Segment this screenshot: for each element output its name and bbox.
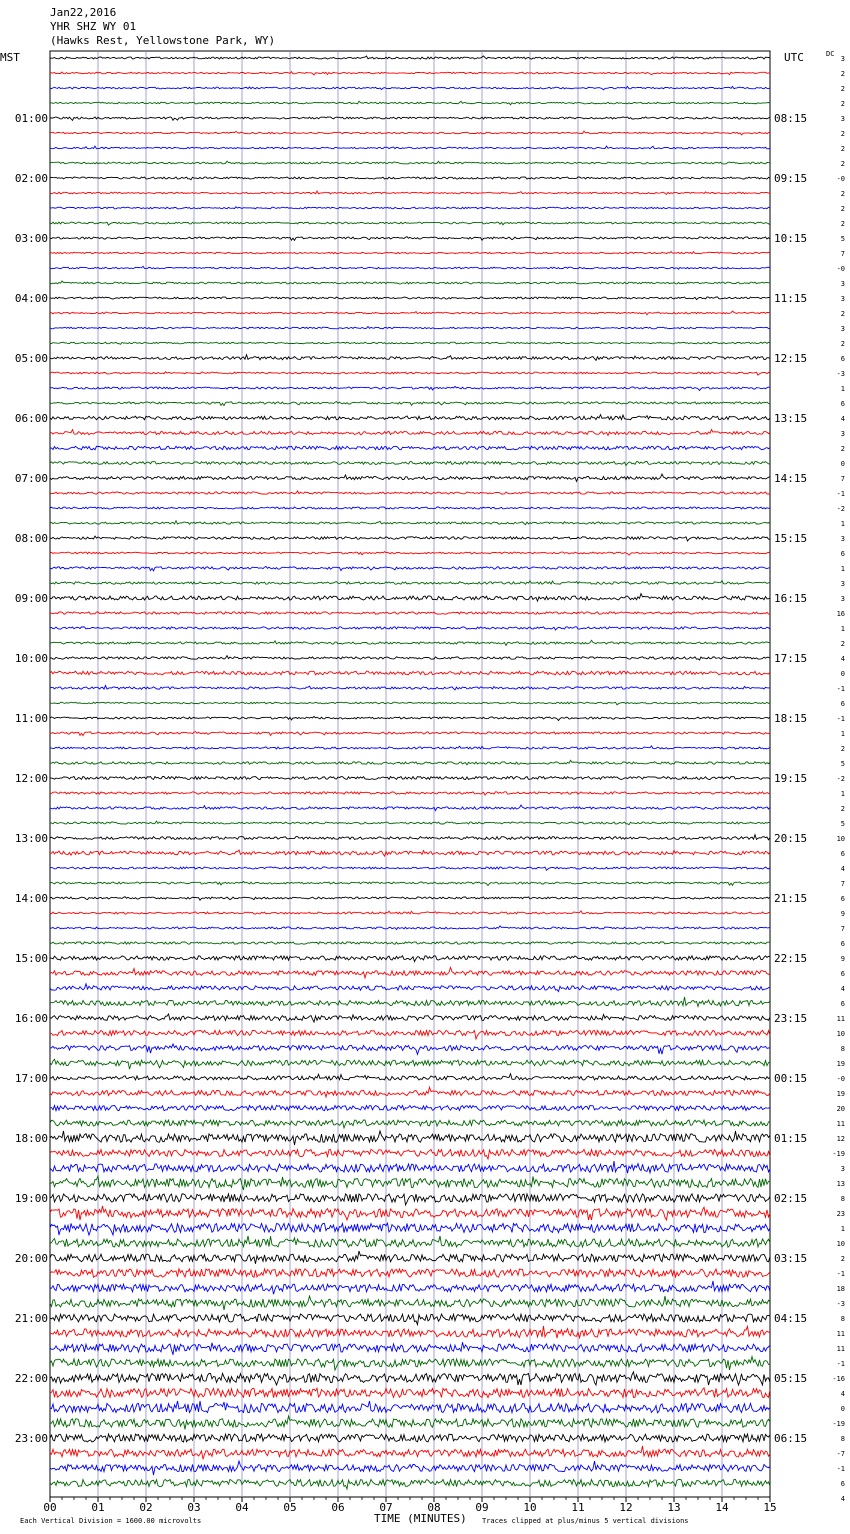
trace-49 bbox=[50, 792, 770, 795]
dc-offset-value: 6 bbox=[840, 970, 845, 978]
dc-offset-value: 5 bbox=[840, 235, 845, 243]
mst-hour-label: 03:00 bbox=[14, 232, 48, 245]
dc-offset-value: 4 bbox=[840, 415, 845, 423]
dc-offset-value: 6 bbox=[840, 850, 845, 858]
dc-offset-value: 6 bbox=[840, 940, 845, 948]
dc-offset-value: 3 bbox=[840, 1165, 845, 1173]
dc-offset-value: 9 bbox=[840, 955, 845, 963]
dc-offset-value: 2 bbox=[840, 205, 845, 213]
trace-79 bbox=[50, 1236, 770, 1247]
dc-offset-value: 2 bbox=[840, 85, 845, 93]
dc-offset-value: 0 bbox=[840, 670, 845, 678]
dc-offset-value: -1 bbox=[836, 715, 845, 723]
dc-offset-value: 1 bbox=[840, 625, 845, 633]
trace-17 bbox=[50, 311, 770, 315]
trace-55 bbox=[50, 881, 770, 885]
dc-offset-value: 3 bbox=[840, 115, 845, 123]
x-tick-label: 11 bbox=[571, 1501, 585, 1514]
mst-hour-label: 07:00 bbox=[14, 472, 48, 485]
trace-14 bbox=[50, 266, 770, 269]
dc-offset-value: 6 bbox=[840, 355, 845, 363]
title-date: Jan22,2016 bbox=[50, 6, 117, 19]
trace-71 bbox=[50, 1120, 770, 1128]
trace-87 bbox=[50, 1357, 770, 1370]
dc-offset-value: -19 bbox=[832, 1150, 845, 1158]
left-axis-label: MST bbox=[0, 51, 20, 64]
dc-offset-value: 2 bbox=[840, 340, 845, 348]
dc-offset-value: 4 bbox=[840, 655, 845, 663]
x-tick-label: 14 bbox=[715, 1501, 729, 1514]
x-tick-label: 02 bbox=[139, 1501, 153, 1514]
mst-hour-label: 02:00 bbox=[14, 172, 48, 185]
trace-78 bbox=[50, 1223, 770, 1235]
trace-8 bbox=[50, 177, 770, 180]
trace-95 bbox=[50, 1479, 770, 1489]
trace-11 bbox=[50, 222, 770, 226]
trace-9 bbox=[50, 191, 770, 194]
trace-6 bbox=[50, 146, 770, 149]
trace-64 bbox=[50, 1014, 770, 1022]
dc-offset-value: 2 bbox=[840, 445, 845, 453]
utc-hour-label: 06:15 bbox=[774, 1432, 808, 1445]
dc-offset-value: 5 bbox=[840, 760, 845, 768]
x-tick-label: 04 bbox=[235, 1501, 249, 1514]
x-tick-label: 08 bbox=[427, 1501, 441, 1514]
mst-hour-label: 15:00 bbox=[14, 952, 48, 965]
right-axis-label: UTC bbox=[784, 51, 804, 64]
dc-offset-value: 6 bbox=[840, 895, 845, 903]
dc-offset-value: -0 bbox=[836, 265, 845, 273]
utc-hour-label: 14:15 bbox=[774, 472, 808, 485]
dc-offset-value: -0 bbox=[836, 175, 845, 183]
clip-note: Traces clipped at plus/minus 5 vertical divisions bbox=[482, 1517, 689, 1525]
dc-offset-value: 9 bbox=[840, 910, 845, 918]
dc-offset-value: 1 bbox=[840, 790, 845, 798]
trace-32 bbox=[50, 536, 770, 541]
x-tick-label: 12 bbox=[619, 1501, 633, 1514]
utc-hour-label: 15:15 bbox=[774, 532, 808, 545]
utc-hour-label: 09:15 bbox=[774, 172, 808, 185]
utc-hour-label: 05:15 bbox=[774, 1372, 808, 1385]
dc-offset-value: 19 bbox=[836, 1060, 845, 1068]
mst-hour-label: 14:00 bbox=[14, 892, 48, 905]
dc-offset-value: 12 bbox=[836, 1135, 845, 1143]
dc-offset-value: 2 bbox=[840, 310, 845, 318]
trace-88 bbox=[50, 1372, 770, 1385]
dc-offset-value: -1 bbox=[836, 490, 845, 498]
title-station: YHR SHZ WY 01 bbox=[50, 20, 137, 33]
trace-30 bbox=[50, 507, 770, 509]
trace-33 bbox=[50, 552, 770, 556]
x-tick-label: 13 bbox=[667, 1501, 681, 1514]
dc-offset-value: 3 bbox=[840, 280, 845, 288]
dc-offset-value: 6 bbox=[840, 1000, 845, 1008]
dc-offset-value: 2 bbox=[840, 190, 845, 198]
trace-40 bbox=[50, 656, 770, 660]
dc-offset-value: 11 bbox=[836, 1120, 845, 1128]
dc-offset-value: -7 bbox=[836, 1450, 845, 1458]
utc-hour-label: 16:15 bbox=[774, 592, 808, 605]
dc-offset-value: 6 bbox=[840, 1480, 845, 1488]
x-tick-label: 00 bbox=[43, 1501, 57, 1514]
dc-offset-value: 6 bbox=[840, 550, 845, 558]
trace-89 bbox=[50, 1388, 770, 1398]
dc-offset-value: 11 bbox=[836, 1330, 845, 1338]
dc-offset-value: 1 bbox=[840, 1225, 845, 1233]
trace-10 bbox=[50, 207, 770, 209]
utc-hour-label: 20:15 bbox=[774, 832, 808, 845]
utc-hour-label: 08:15 bbox=[774, 112, 808, 125]
mst-hour-label: 16:00 bbox=[14, 1012, 48, 1025]
dc-offset-value: 0 bbox=[840, 1405, 845, 1413]
trace-48 bbox=[50, 777, 770, 780]
dc-offset-value: 1 bbox=[840, 385, 845, 393]
trace-57 bbox=[50, 911, 770, 914]
trace-81 bbox=[50, 1269, 770, 1277]
trace-20 bbox=[50, 355, 770, 361]
dc-offset-value: 6 bbox=[840, 400, 845, 408]
mst-hour-label: 12:00 bbox=[14, 772, 48, 785]
dc-offset-value: 2 bbox=[840, 805, 845, 813]
trace-69 bbox=[50, 1087, 770, 1097]
dc-offset-value: 20 bbox=[836, 1105, 845, 1113]
utc-hour-label: 18:15 bbox=[774, 712, 808, 725]
dc-offset-value: 19 bbox=[836, 1090, 845, 1098]
dc-offset-value: -19 bbox=[832, 1420, 845, 1428]
utc-hour-label: 04:15 bbox=[774, 1312, 808, 1325]
mst-hour-label: 09:00 bbox=[14, 592, 48, 605]
x-tick-label: 07 bbox=[379, 1501, 393, 1514]
dc-offset-value: -3 bbox=[836, 1300, 845, 1308]
dc-offset-value: -1 bbox=[836, 685, 845, 693]
dc-offset-value: 8 bbox=[840, 1435, 845, 1443]
x-tick-label: 15 bbox=[763, 1501, 777, 1514]
utc-hour-label: 22:15 bbox=[774, 952, 808, 965]
dc-offset-value: 2 bbox=[840, 160, 845, 168]
trace-52 bbox=[50, 835, 770, 840]
trace-2 bbox=[50, 86, 770, 90]
dc-offset-value: 0 bbox=[840, 460, 845, 468]
mst-hour-label: 04:00 bbox=[14, 292, 48, 305]
trace-80 bbox=[50, 1251, 770, 1264]
dc-offset-value: 3 bbox=[840, 55, 845, 63]
dc-offset-value: 1 bbox=[840, 520, 845, 528]
title-location: (Hawks Rest, Yellowstone Park, WY) bbox=[50, 34, 276, 47]
trace-16 bbox=[50, 297, 770, 300]
dc-offset-value: 11 bbox=[836, 1345, 845, 1353]
dc-offset-value: 3 bbox=[840, 595, 845, 603]
vertical-scale-note: Each Vertical Division = 1600.00 microvolts bbox=[20, 1517, 202, 1525]
trace-21 bbox=[50, 372, 770, 375]
x-tick-label: 05 bbox=[283, 1501, 297, 1514]
trace-72 bbox=[50, 1131, 770, 1145]
trace-61 bbox=[50, 967, 770, 978]
dc-offset-value: 11 bbox=[836, 1015, 845, 1023]
trace-37 bbox=[50, 612, 770, 614]
utc-hour-label: 10:15 bbox=[774, 232, 808, 245]
dc-offset-value: 3 bbox=[840, 580, 845, 588]
mst-hour-label: 10:00 bbox=[14, 652, 48, 665]
trace-70 bbox=[50, 1105, 770, 1110]
utc-hour-label: 03:15 bbox=[774, 1252, 808, 1265]
mst-hour-label: 19:00 bbox=[14, 1192, 48, 1205]
x-tick-label: 10 bbox=[523, 1501, 537, 1514]
trace-74 bbox=[50, 1161, 770, 1173]
trace-65 bbox=[50, 1030, 770, 1039]
trace-22 bbox=[50, 386, 770, 390]
x-axis-label: TIME (MINUTES) bbox=[374, 1512, 467, 1525]
dc-offset-value: 16 bbox=[836, 610, 845, 618]
dc-offset-value: 2 bbox=[840, 130, 845, 138]
dc-offset-value: 4 bbox=[840, 985, 845, 993]
dc-offset-value: 4 bbox=[840, 1495, 845, 1503]
dc-offset-value: 3 bbox=[840, 295, 845, 303]
trace-45 bbox=[50, 732, 770, 736]
dc-offset-value: 2 bbox=[840, 70, 845, 78]
dc-offset-value: 10 bbox=[836, 1030, 845, 1038]
dc-offset-value: 13 bbox=[836, 1180, 845, 1188]
trace-28 bbox=[50, 474, 770, 481]
dc-offset-value: 2 bbox=[840, 100, 845, 108]
dc-offset-value: -2 bbox=[836, 505, 845, 513]
dc-offset-value: 18 bbox=[836, 1285, 845, 1293]
dc-offset-value: 8 bbox=[840, 1195, 845, 1203]
trace-5 bbox=[50, 131, 770, 135]
dc-offset-value: 1 bbox=[840, 730, 845, 738]
dc-offset-value: -1 bbox=[836, 1270, 845, 1278]
trace-60 bbox=[50, 956, 770, 962]
dc-offset-value: 7 bbox=[840, 475, 845, 483]
trace-39 bbox=[50, 640, 770, 645]
trace-7 bbox=[50, 161, 770, 164]
trace-73 bbox=[50, 1149, 770, 1159]
dc-offset-value: -3 bbox=[836, 370, 845, 378]
trace-24 bbox=[50, 415, 770, 420]
dc-offset-value: 1 bbox=[840, 565, 845, 573]
dc-offset-value: -0 bbox=[836, 1075, 845, 1083]
trace-50 bbox=[50, 805, 770, 811]
utc-hour-label: 11:15 bbox=[774, 292, 808, 305]
utc-hour-label: 02:15 bbox=[774, 1192, 808, 1205]
dc-label: DC bbox=[826, 50, 835, 58]
dc-offset-value: 7 bbox=[840, 925, 845, 933]
trace-42 bbox=[50, 685, 770, 690]
dc-offset-value: 2 bbox=[840, 1255, 845, 1263]
trace-44 bbox=[50, 716, 770, 720]
dc-offset-value: 3 bbox=[840, 325, 845, 333]
trace-58 bbox=[50, 926, 770, 930]
trace-63 bbox=[50, 997, 770, 1007]
mst-hour-label: 22:00 bbox=[14, 1372, 48, 1385]
dc-offset-value: 5 bbox=[840, 820, 845, 828]
dc-offset-value: 8 bbox=[840, 1315, 845, 1323]
trace-93 bbox=[50, 1446, 770, 1459]
trace-4 bbox=[50, 117, 770, 121]
dc-offset-value: -16 bbox=[832, 1375, 845, 1383]
dc-offset-value: 4 bbox=[840, 1390, 845, 1398]
dc-offset-value: 3 bbox=[840, 430, 845, 438]
trace-31 bbox=[50, 521, 770, 525]
dc-offset-value: -1 bbox=[836, 1465, 845, 1473]
utc-hour-label: 21:15 bbox=[774, 892, 808, 905]
trace-82 bbox=[50, 1281, 770, 1294]
trace-0 bbox=[50, 56, 770, 59]
mst-hour-label: 01:00 bbox=[14, 112, 48, 125]
mst-hour-label: 08:00 bbox=[14, 532, 48, 545]
trace-47 bbox=[50, 760, 770, 765]
utc-hour-label: 17:15 bbox=[774, 652, 808, 665]
trace-36 bbox=[50, 594, 770, 602]
trace-23 bbox=[50, 402, 770, 406]
utc-hour-label: 00:15 bbox=[774, 1072, 808, 1085]
dc-offset-value: 8 bbox=[840, 1045, 845, 1053]
trace-59 bbox=[50, 942, 770, 944]
utc-hour-label: 19:15 bbox=[774, 772, 808, 785]
dc-offset-value: 10 bbox=[836, 835, 845, 843]
trace-15 bbox=[50, 281, 770, 284]
utc-hour-label: 13:15 bbox=[774, 412, 808, 425]
trace-83 bbox=[50, 1296, 770, 1310]
dc-offset-value: 7 bbox=[840, 880, 845, 888]
mst-hour-label: 05:00 bbox=[14, 352, 48, 365]
trace-85 bbox=[50, 1326, 770, 1338]
dc-labels-group bbox=[832, 55, 845, 1503]
trace-56 bbox=[50, 897, 770, 901]
trace-43 bbox=[50, 702, 770, 705]
mst-hour-label: 13:00 bbox=[14, 832, 48, 845]
utc-hour-label: 01:15 bbox=[774, 1132, 808, 1145]
trace-1 bbox=[50, 72, 770, 75]
dc-offset-value: 6 bbox=[840, 700, 845, 708]
trace-41 bbox=[50, 671, 770, 675]
dc-offset-value: 7 bbox=[840, 250, 845, 258]
trace-29 bbox=[50, 491, 770, 495]
mst-hour-label: 21:00 bbox=[14, 1312, 48, 1325]
trace-27 bbox=[50, 462, 770, 466]
trace-62 bbox=[50, 984, 770, 992]
trace-19 bbox=[50, 342, 770, 344]
trace-68 bbox=[50, 1074, 770, 1080]
x-tick-label: 06 bbox=[331, 1501, 345, 1514]
trace-91 bbox=[50, 1416, 770, 1429]
dc-offset-value: 10 bbox=[836, 1240, 845, 1248]
trace-34 bbox=[50, 566, 770, 571]
x-tick-label: 09 bbox=[475, 1501, 489, 1514]
x-tick-label: 01 bbox=[91, 1501, 105, 1514]
trace-12 bbox=[50, 237, 770, 241]
trace-84 bbox=[50, 1314, 770, 1325]
trace-3 bbox=[50, 101, 770, 105]
trace-94 bbox=[50, 1461, 770, 1475]
trace-77 bbox=[50, 1206, 770, 1220]
dc-offset-value: -1 bbox=[836, 1360, 845, 1368]
mst-hour-label: 17:00 bbox=[14, 1072, 48, 1085]
dc-offset-value: 2 bbox=[840, 640, 845, 648]
trace-26 bbox=[50, 446, 770, 450]
trace-86 bbox=[50, 1342, 770, 1355]
utc-hour-label: 12:15 bbox=[774, 352, 808, 365]
trace-76 bbox=[50, 1194, 770, 1205]
trace-90 bbox=[50, 1401, 770, 1413]
trace-75 bbox=[50, 1176, 770, 1190]
dc-offset-value: 3 bbox=[840, 535, 845, 543]
traces-group bbox=[50, 56, 770, 1489]
mst-hour-label: 23:00 bbox=[14, 1432, 48, 1445]
trace-38 bbox=[50, 627, 770, 630]
trace-46 bbox=[50, 746, 770, 749]
dc-offset-value: -2 bbox=[836, 775, 845, 783]
dc-offset-value: 2 bbox=[840, 745, 845, 753]
trace-51 bbox=[50, 821, 770, 825]
mst-hour-label: 18:00 bbox=[14, 1132, 48, 1145]
trace-53 bbox=[50, 850, 770, 856]
trace-25 bbox=[50, 430, 770, 436]
dc-offset-value: 4 bbox=[840, 865, 845, 873]
dc-offset-value: 23 bbox=[836, 1210, 845, 1218]
trace-13 bbox=[50, 252, 770, 254]
mst-hour-label: 20:00 bbox=[14, 1252, 48, 1265]
dc-offset-value: 2 bbox=[840, 220, 845, 228]
mst-hour-label: 06:00 bbox=[14, 412, 48, 425]
dc-offset-value: 2 bbox=[840, 145, 845, 153]
trace-67 bbox=[50, 1059, 770, 1069]
x-tick-label: 03 bbox=[187, 1501, 201, 1514]
trace-54 bbox=[50, 867, 770, 870]
utc-hour-label: 23:15 bbox=[774, 1012, 808, 1025]
trace-35 bbox=[50, 581, 770, 585]
mst-hour-label: 11:00 bbox=[14, 712, 48, 725]
trace-66 bbox=[50, 1044, 770, 1055]
trace-92 bbox=[50, 1434, 770, 1442]
trace-18 bbox=[50, 327, 770, 329]
